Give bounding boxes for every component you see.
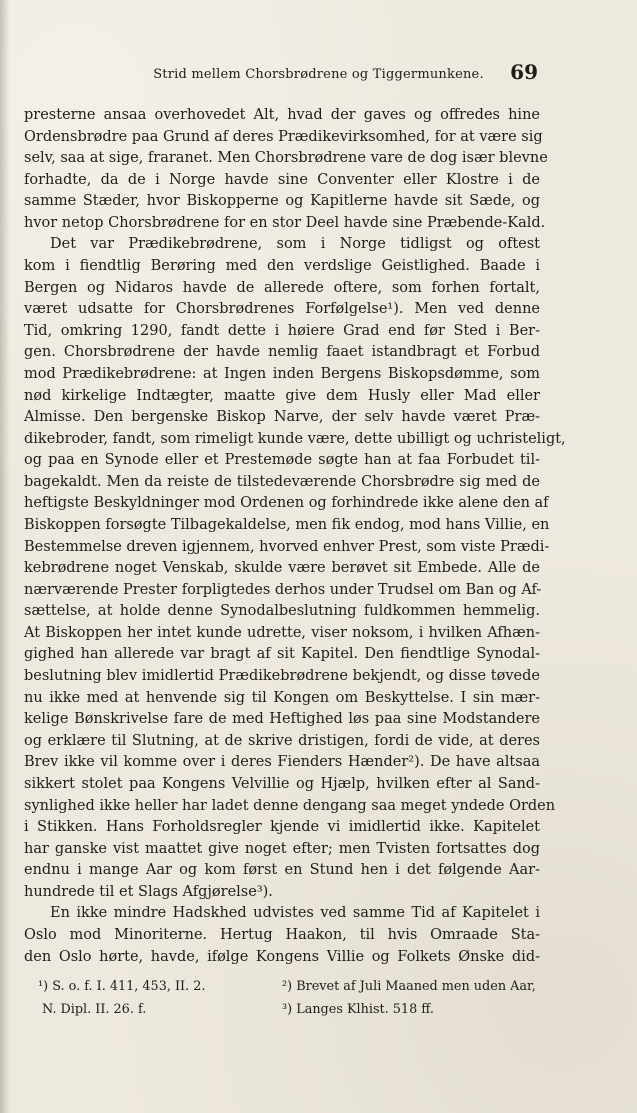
text-line: synlighed ikke heller har ladet denne dengang saa meget yndede Orden	[24, 797, 556, 814]
text-line: Bestemmelse dreven igjennem, hvorved enhver Prest, som viste Prædi-	[24, 538, 550, 555]
text-line: har ganske vist maattet give noget efter; men Tvisten fortsattes dog	[24, 840, 540, 857]
main-text	[24, 105, 566, 968]
text-line: sættelse, at holde denne Synodalbeslutning fuldkommen hemmelig.	[24, 603, 540, 620]
text-line: kelige Bønskrivelse fare de med Heftighed løs paa sine Modstandere	[24, 711, 540, 728]
text-line: Det var Prædikebrødrene, som i Norge tidligst og oftest	[50, 236, 540, 253]
text-line: At Biskoppen her intet kunde udrette, viser noksom, i hvilken Afhæn-	[24, 624, 540, 641]
text-line: selv, saa at sige, fraranet. Men Chorsbrødrene vare de dog især blevne	[24, 150, 548, 167]
text-line: Almisse. Den bergenske Biskop Narve, der selv havde været Præ-	[24, 409, 540, 426]
text-line: Biskoppen forsøgte Tilbagekaldelse, men fik endog, mod hans Villie, en	[24, 516, 550, 533]
footnote-2-continued: N. Dipl. II. 26. f.	[42, 1002, 147, 1017]
text-line: nu ikke med at henvende sig til Kongen om Beskyttelse. I sin mær-	[24, 689, 540, 706]
text-line: mod Prædikebrødrene: at Ingen inden Bergens Biskopsdømme, som	[24, 365, 540, 382]
text-line: gighed han allerede var bragt af sit Kapitel. Den fiendtlige Synodal-	[24, 646, 540, 663]
text-line: sikkert stolet paa Kongens Velvillie og Hjælp, hvilken efter al Sand-	[24, 775, 540, 792]
text-line: i Stikken. Hans Forholdsregler kjende vi imidlertid ikke. Kapitelet	[24, 819, 540, 836]
text-line: været udsatte for Chorsbrødrenes Forfølgelse¹). Men ved denne	[24, 301, 540, 318]
footnote-row	[38, 998, 540, 1021]
text-line: og erklære til Slutning, at de skrive dristigen, fordi de vide, at deres	[24, 732, 540, 749]
text-line: hvor netop Chorsbrødrene for en stor Deel havde sine Præbende-Kald.	[24, 214, 546, 231]
text-line: den Oslo hørte, havde, ifølge Kongens Villie og Folkets Ønske did-	[24, 948, 540, 965]
text-line: kebrødrene noget Venskab, skulde være berøvet sit Embede. Alle de	[24, 560, 540, 577]
text-line: Brev ikke vil komme over i deres Fienders Hænder²). De have altsaa	[24, 754, 540, 771]
text-line: Bergen og Nidaros havde de allerede oftere, som forhen fortalt,	[24, 279, 540, 296]
text-line: bagekaldt. Men da reiste de tilstedeværende Chorsbrødre sig med de	[24, 473, 540, 490]
footnote-1: ¹) S. o. f. I. 411, 453, II. 2.	[38, 979, 206, 994]
text-line: samme Stæder, hvor Biskopperne og Kapitlerne havde sit Sæde, og	[24, 193, 540, 210]
text-line: beslutning blev imidlertid Prædikebrødrene bekjendt, og disse tøvede	[24, 668, 540, 685]
text-line: Tid, omkring 1290, fandt dette i høiere Grad end før Sted i Ber-	[24, 322, 540, 339]
footnote-3: ³) Langes Klhist. 518 ff.	[282, 1002, 434, 1017]
footnote-row	[38, 975, 540, 998]
text-line: Oslo mod Minoriterne. Hertug Haakon, til hvis Omraade Sta-	[24, 926, 540, 943]
text-line: endnu i mange Aar og kom først en Stund hen i det følgende Aar-	[24, 862, 540, 879]
text-line: hundrede til et Slags Afgjørelse³).	[24, 883, 273, 900]
footnote-2: ²) Brevet af Juli Maaned men uden Aar,	[282, 979, 536, 994]
text-line: forhadte, da de i Norge havde sine Conventer eller Klostre i de	[24, 171, 540, 188]
text-line: gen. Chorsbrødrene der havde nemlig faaet istandbragt et Forbud	[24, 344, 540, 361]
text-line: kom i fiendtlig Berøring med den verdslige Geistlighed. Baade i	[24, 258, 540, 275]
page-number: 69	[510, 60, 538, 84]
text-line: heftigste Beskyldninger mod Ordenen og forhindrede ikke alene den af	[24, 495, 549, 512]
text-line: Ordensbrødre paa Grund af deres Prædikevirksomhed, for at være sig	[24, 128, 543, 145]
text-line: dikebroder, fandt, som rimeligt kunde være, dette ubilligt og uchristeligt,	[24, 430, 566, 447]
text-line: nærværende Prester forpligtedes derhos under Trudsel om Ban og Af-	[24, 581, 542, 598]
text-line: presterne ansaa overhovedet Alt, hvad der gaves og offredes hine	[24, 107, 540, 123]
text-line: En ikke mindre Hadskhed udvistes ved samme Tid af Kapitelet i	[50, 905, 540, 922]
running-title: Strid mellem Chorsbrødrene og Tiggermunkene.	[153, 67, 484, 82]
footnotes	[38, 975, 540, 1021]
text-line: og paa en Synode eller et Prestemøde søgte han at faa Forbudet til-	[24, 452, 540, 469]
text-line: nød kirkelige Indtægter, maatte give dem Husly eller Mad eller	[24, 387, 540, 404]
